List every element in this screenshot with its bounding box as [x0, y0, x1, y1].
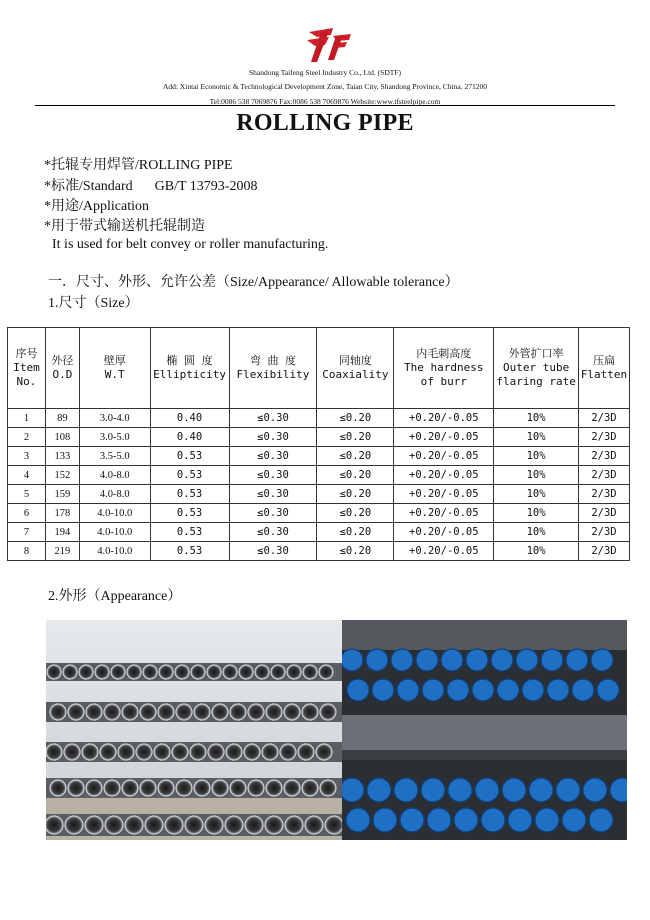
- table-row: [8, 542, 630, 561]
- table-cell: 0.53: [150, 504, 229, 523]
- table-cell: 10%: [494, 523, 579, 542]
- pipe-end: [572, 679, 594, 701]
- pipe-end: [522, 679, 544, 701]
- pipe-end: [85, 816, 103, 834]
- pipe-end: [372, 679, 394, 701]
- pipe-end: [230, 704, 246, 720]
- table-header-line: 同轴度: [338, 354, 372, 367]
- pipe-end: [373, 808, 397, 832]
- table-cell: 4.0-10.0: [79, 542, 150, 561]
- pipe-end: [284, 780, 300, 796]
- pipe-end: [50, 780, 66, 796]
- table-header-line: No.: [16, 375, 37, 388]
- table-cell: 3.5-5.0: [79, 447, 150, 466]
- table-cell: +0.20/-0.05: [394, 504, 494, 523]
- spec-standard-label: *标准/Standard: [44, 179, 133, 194]
- pipe-end: [447, 679, 469, 701]
- pipe-end: [230, 780, 246, 796]
- table-header-line: 外径: [51, 354, 74, 367]
- pipe-end: [303, 665, 317, 679]
- pipe-end: [421, 778, 445, 802]
- pipe-end: [367, 778, 391, 802]
- pipe-end: [502, 778, 526, 802]
- page-title: ROLLING PIPE: [236, 110, 414, 136]
- pipe-end: [140, 780, 156, 796]
- table-cell: 219: [45, 542, 79, 561]
- pipe-end: [245, 816, 263, 834]
- pipe-end: [226, 744, 242, 760]
- header-divider: [35, 105, 615, 106]
- pipe-end: [207, 665, 221, 679]
- table-cell: 3: [8, 447, 46, 466]
- pipe-end: [127, 665, 141, 679]
- pipe-end: [46, 744, 62, 760]
- table-cell: 108: [45, 428, 79, 447]
- table-cell: 133: [45, 447, 79, 466]
- table-header-cell: [317, 328, 394, 409]
- pipe-end: [316, 744, 332, 760]
- size-table-header: [8, 328, 630, 409]
- table-cell: 2/3D: [578, 428, 629, 447]
- pipe-end: [176, 780, 192, 796]
- pipe-end: [535, 808, 559, 832]
- pipe-end: [100, 744, 116, 760]
- table-cell: 10%: [494, 409, 579, 428]
- pipe-end: [591, 649, 613, 671]
- table-cell: 178: [45, 504, 79, 523]
- pipe-end: [50, 704, 66, 720]
- pipe-end: [194, 780, 210, 796]
- pipe-end: [305, 816, 323, 834]
- company-name: Shandong Taifeng Steel Industry Co., Ltd. (SDTF): [248, 68, 402, 77]
- table-cell: 159: [45, 485, 79, 504]
- table-header-line: Ellipticity: [153, 368, 226, 381]
- spec-standard-value: GB/T 13793-2008: [154, 179, 258, 194]
- table-cell: 10%: [494, 428, 579, 447]
- pipe-end: [158, 780, 174, 796]
- pipe-end: [497, 679, 519, 701]
- pipe-end: [194, 704, 210, 720]
- table-cell: 0.53: [150, 485, 229, 504]
- table-header-line: W.T: [104, 368, 125, 381]
- pipe-end: [262, 744, 278, 760]
- pipe-end: [111, 665, 125, 679]
- table-cell: 2/3D: [578, 523, 629, 542]
- pipe-end: [82, 744, 98, 760]
- table-header-cell: [150, 328, 229, 409]
- table-cell: ≤0.20: [317, 447, 394, 466]
- spec-application-cn: *用于带式输送机托辊制造: [44, 219, 205, 234]
- table-cell: 2/3D: [578, 466, 629, 485]
- pipe-end: [248, 780, 264, 796]
- pipe-end: [244, 744, 260, 760]
- table-cell: +0.20/-0.05: [394, 485, 494, 504]
- company-address: Add: Xintai Economic & Technological Development Zone, Taian City, Shandong Province, China. 271200: [163, 82, 487, 91]
- pipe-end: [466, 649, 488, 671]
- table-cell: 8: [8, 542, 46, 561]
- pipe-end: [136, 744, 152, 760]
- table-cell: ≤0.30: [229, 447, 317, 466]
- table-cell: 2/3D: [578, 447, 629, 466]
- photo-blue-capped-pipes: [342, 620, 627, 840]
- table-cell: 10%: [494, 504, 579, 523]
- table-header-line: flaring rate: [496, 375, 576, 388]
- table-cell: +0.20/-0.05: [394, 428, 494, 447]
- pipe-end: [481, 808, 505, 832]
- table-header-line: Item: [13, 361, 40, 374]
- table-cell: 10%: [494, 542, 579, 561]
- pipe-end: [255, 665, 269, 679]
- pipe-end: [176, 704, 192, 720]
- section-appearance: 2.外形（Appearance）: [48, 589, 182, 604]
- pipe-end: [547, 679, 569, 701]
- table-cell: 0.53: [150, 447, 229, 466]
- table-row: [8, 447, 630, 466]
- table-cell: ≤0.30: [229, 466, 317, 485]
- table-row: [8, 485, 630, 504]
- table-header-line: O.D: [52, 368, 73, 381]
- pipe-end: [104, 780, 120, 796]
- table-cell: 2/3D: [578, 485, 629, 504]
- table-cell: 0.53: [150, 542, 229, 561]
- pipe-end: [159, 665, 173, 679]
- pipe-end: [427, 808, 451, 832]
- table-cell: ≤0.30: [229, 428, 317, 447]
- pipe-end: [205, 816, 223, 834]
- pipe-end: [265, 816, 283, 834]
- table-cell: ≤0.30: [229, 504, 317, 523]
- table-cell: 194: [45, 523, 79, 542]
- pipe-end: [64, 744, 80, 760]
- pipe-end: [284, 704, 300, 720]
- table-cell: 10%: [494, 485, 579, 504]
- table-cell: 0.40: [150, 428, 229, 447]
- pipe-end: [118, 744, 134, 760]
- company-contact: Tel:0086 538 7069876 Fax:0086 538 7069876 Website:www.tfsteelpipe.com: [209, 97, 441, 106]
- table-cell: 2/3D: [578, 409, 629, 428]
- pipe-end: [185, 816, 203, 834]
- table-cell: +0.20/-0.05: [394, 542, 494, 561]
- table-cell: 6: [8, 504, 46, 523]
- pipe-end: [212, 780, 228, 796]
- table-cell: ≤0.30: [229, 523, 317, 542]
- pipe-end: [475, 778, 499, 802]
- pipe-end: [266, 780, 282, 796]
- pipe-end: [342, 649, 363, 671]
- pipe-end: [589, 808, 613, 832]
- table-cell: 10%: [494, 447, 579, 466]
- pipe-end: [391, 649, 413, 671]
- pipe-end: [223, 665, 237, 679]
- pipe-end: [46, 816, 63, 834]
- pipe-end: [394, 778, 418, 802]
- pipe-end: [95, 665, 109, 679]
- pipe-end: [448, 778, 472, 802]
- table-cell: 5: [8, 485, 46, 504]
- table-header-line: 弯 曲 度: [249, 354, 297, 367]
- pipe-end: [191, 665, 205, 679]
- table-cell: 3.0-5.0: [79, 428, 150, 447]
- table-header-cell: [394, 328, 494, 409]
- pipe-end: [266, 704, 282, 720]
- pipe-end: [366, 649, 388, 671]
- table-cell: 10%: [494, 466, 579, 485]
- pipe-end: [86, 704, 102, 720]
- pipe-end: [125, 816, 143, 834]
- table-header-line: 壁厚: [103, 354, 126, 367]
- table-header-line: 内毛刺高度: [416, 347, 472, 360]
- table-cell: 89: [45, 409, 79, 428]
- spec-application-desc: It is used for belt convey or roller manufacturing.: [52, 237, 329, 252]
- photo-black-pipe-stack: [46, 620, 342, 840]
- pipe-end: [86, 780, 102, 796]
- table-cell: ≤0.30: [229, 485, 317, 504]
- table-row: [8, 409, 630, 428]
- section-size-tolerance: 一．尺寸、外形、允许公差（Size/Appearance/ Allowable tolerance）: [48, 275, 459, 290]
- pipe-end: [302, 780, 318, 796]
- pipe-end: [441, 649, 463, 671]
- pipe-end: [190, 744, 206, 760]
- table-cell: 152: [45, 466, 79, 485]
- table-header-cell: [578, 328, 629, 409]
- table-cell: ≤0.20: [317, 542, 394, 561]
- table-header-line: Coaxiality: [322, 368, 389, 381]
- pipe-end: [397, 679, 419, 701]
- table-cell: 4.0-10.0: [79, 523, 150, 542]
- spec-application: *用途/Application: [44, 199, 149, 214]
- pipe-end: [65, 816, 83, 834]
- table-cell: +0.20/-0.05: [394, 447, 494, 466]
- table-cell: +0.20/-0.05: [394, 409, 494, 428]
- pipe-end: [79, 665, 93, 679]
- company-logo: [303, 26, 355, 66]
- table-row: [8, 523, 630, 542]
- table-cell: ≤0.30: [229, 409, 317, 428]
- pipe-end: [143, 665, 157, 679]
- table-cell: 4.0-8.0: [79, 485, 150, 504]
- table-header-line: 序号: [15, 347, 38, 360]
- table-row: [8, 466, 630, 485]
- table-cell: 1: [8, 409, 46, 428]
- table-cell: 7: [8, 523, 46, 542]
- pipe-end: [248, 704, 264, 720]
- pipe-end: [346, 808, 370, 832]
- pipe-end: [68, 704, 84, 720]
- table-row: [8, 504, 630, 523]
- pipe-end: [320, 704, 336, 720]
- table-cell: 0.53: [150, 466, 229, 485]
- pipe-end: [122, 704, 138, 720]
- table-cell: +0.20/-0.05: [394, 466, 494, 485]
- pipe-end: [400, 808, 424, 832]
- pipe-end: [287, 665, 301, 679]
- pipe-end: [47, 665, 61, 679]
- pipe-end: [63, 665, 77, 679]
- pipe-end: [347, 679, 369, 701]
- pipe-end: [529, 778, 553, 802]
- table-header-line: 压扁: [592, 354, 615, 367]
- pipe-end: [302, 704, 318, 720]
- pipe-end: [416, 649, 438, 671]
- pipe-end: [285, 816, 303, 834]
- table-header-line: of burr: [420, 375, 467, 388]
- spec-product: *托辊专用焊管/ROLLING PIPE: [44, 158, 233, 173]
- table-header-cell: [229, 328, 317, 409]
- pipe-end: [165, 816, 183, 834]
- pipe-end: [342, 778, 364, 802]
- table-cell: 0.53: [150, 523, 229, 542]
- pipe-end: [566, 649, 588, 671]
- pipe-end: [320, 780, 336, 796]
- pipe-end: [508, 808, 532, 832]
- pipe-end: [516, 649, 538, 671]
- table-header-line: 外管扩口率: [508, 347, 564, 360]
- pipe-end: [145, 816, 163, 834]
- pipe-end: [172, 744, 188, 760]
- pipe-end: [175, 665, 189, 679]
- spec-standard: [44, 178, 257, 195]
- pipe-end: [319, 665, 333, 679]
- pipe-end: [454, 808, 478, 832]
- table-header-line: The hardness: [404, 361, 484, 374]
- table-cell: 0.40: [150, 409, 229, 428]
- table-header-line: 椭 圆 度: [166, 354, 213, 367]
- table-cell: 2/3D: [578, 504, 629, 523]
- table-header-cell: [79, 328, 150, 409]
- pipe-end: [472, 679, 494, 701]
- table-cell: 2/3D: [578, 542, 629, 561]
- table-cell: +0.20/-0.05: [394, 523, 494, 542]
- pipe-end: [140, 704, 156, 720]
- pipe-end: [541, 649, 563, 671]
- table-header-line: Flexibility: [236, 368, 310, 381]
- table-cell: 4.0-10.0: [79, 504, 150, 523]
- table-cell: ≤0.30: [229, 542, 317, 561]
- section-size: 1.尺寸（Size）: [48, 296, 139, 311]
- pipe-end: [583, 778, 607, 802]
- pipe-end: [104, 704, 120, 720]
- table-cell: ≤0.20: [317, 485, 394, 504]
- table-header-cell: [494, 328, 579, 409]
- pipe-end: [271, 665, 285, 679]
- pipe-end: [298, 744, 314, 760]
- table-cell: 4: [8, 466, 46, 485]
- table-cell: 3.0-4.0: [79, 409, 150, 428]
- table-cell: ≤0.20: [317, 428, 394, 447]
- table-cell: ≤0.20: [317, 466, 394, 485]
- pipe-end: [212, 704, 228, 720]
- table-cell: ≤0.20: [317, 409, 394, 428]
- pipe-end: [208, 744, 224, 760]
- size-table-body: [8, 409, 630, 561]
- pipe-end: [422, 679, 444, 701]
- table-header-cell: [45, 328, 79, 409]
- pipe-end: [325, 816, 342, 834]
- table-cell: ≤0.20: [317, 523, 394, 542]
- table-header-line: Flatten: [580, 368, 628, 381]
- pipe-end: [597, 679, 619, 701]
- table-header-line: Outer tube: [502, 361, 570, 374]
- table-cell: ≤0.20: [317, 504, 394, 523]
- pipe-end: [280, 744, 296, 760]
- pipe-end: [105, 816, 123, 834]
- pipe-end: [225, 816, 243, 834]
- pipe-end: [491, 649, 513, 671]
- table-cell: 2: [8, 428, 46, 447]
- pipe-end: [158, 704, 174, 720]
- size-table: [7, 327, 630, 561]
- pipe-end: [122, 780, 138, 796]
- pipe-end: [562, 808, 586, 832]
- table-row: [8, 428, 630, 447]
- table-cell: 4.0-8.0: [79, 466, 150, 485]
- pipe-end: [239, 665, 253, 679]
- table-header-cell: [8, 328, 46, 409]
- pipe-end: [556, 778, 580, 802]
- pipe-end: [68, 780, 84, 796]
- pipe-end: [154, 744, 170, 760]
